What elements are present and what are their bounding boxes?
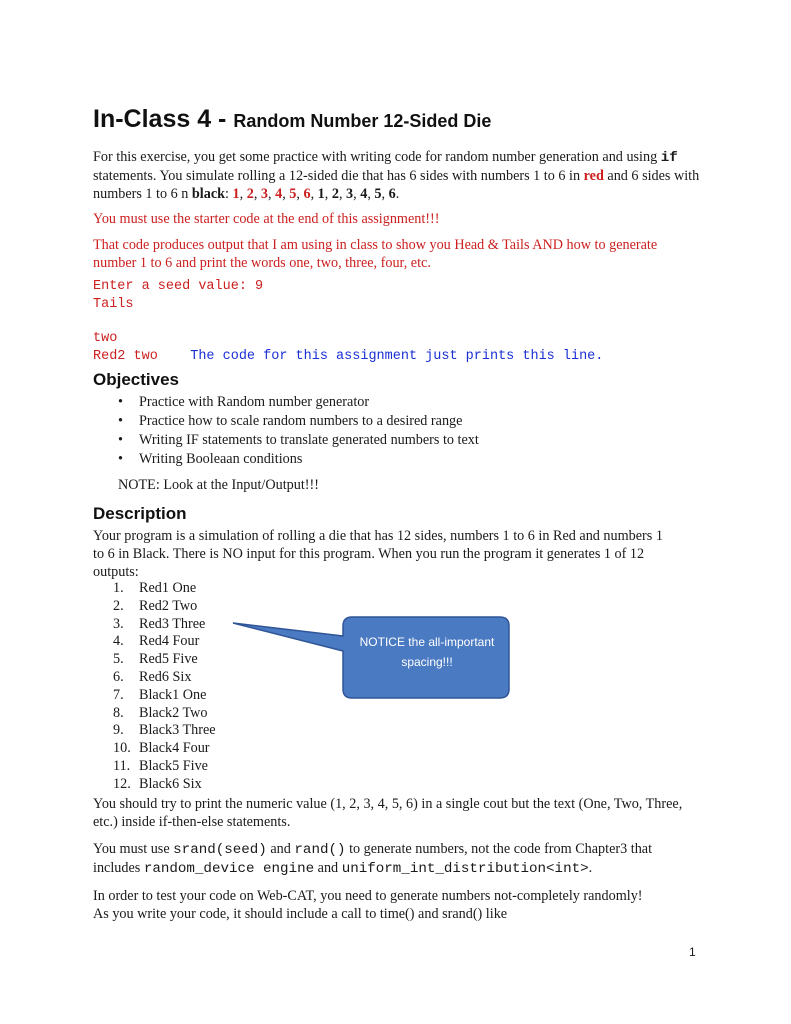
print-instruction: You should try to print the numeric value (1, 2, 3, 4, 5, 6) in a single cout but the text (One, Two, Three, etc.) inside if-then-else statements. xyxy=(93,796,683,830)
black-number: 4 xyxy=(360,186,368,202)
red-number: 2 xyxy=(246,186,254,202)
list-item: 11. Black5 Five xyxy=(113,757,208,774)
black-number: 5 xyxy=(374,186,382,202)
black-word: black xyxy=(191,186,226,202)
list-item: 6. Red6 Six xyxy=(113,668,192,685)
sample-line-result: Red2 two The code for this assignment just prints this line. xyxy=(93,349,604,364)
list-item: 1. Red1 One xyxy=(113,580,197,596)
list-item: 12. Black6 Six xyxy=(113,775,202,792)
red-number: 6 xyxy=(303,186,311,202)
webcat-instruction: In order to test your code on Web-CAT, you need to generate numbers not-completely randomly! As you write your code, it should include a call to time() and srand() like xyxy=(93,888,643,922)
black-number: 3 xyxy=(346,186,354,202)
red-word: red xyxy=(583,168,604,184)
list-item: 7. Black1 One xyxy=(113,686,207,703)
description-heading: Description xyxy=(93,504,187,523)
black-number: 6 xyxy=(388,186,396,202)
objectives-note: NOTE: Look at the Input/Output!!! xyxy=(118,477,319,493)
srand-instruction: You must use srand(seed) and rand() to generate numbers, not the code from Chapter3 that includes random_device engine and uniform_int_distribution<int>. xyxy=(93,841,653,877)
inline-code-random-device: random_device engine xyxy=(143,861,315,877)
sample-line-two: two xyxy=(93,331,118,346)
intro-paragraph: For this exercise, you get some practice with writing code for random number generation and using if statements. You simulate rolling a 12-sided die that has 6 sides with numbers 1 to 6 in red and 6 sides with numbers 1 to 6 n black: 1, 2, 3, 4, 5, 6, 1, 2, 3, 4, 5, 6. xyxy=(93,149,700,202)
intro-colon: : xyxy=(225,186,233,202)
sample-line-tails: Tails xyxy=(93,297,134,312)
list-item: • Practice with Random number generator xyxy=(118,393,479,412)
starter-code-warning: You must use the starter code at the end of this assignment!!! xyxy=(93,211,440,227)
inline-code-if: if xyxy=(660,150,678,166)
inline-code-uniform-int: uniform_int_distribution<int> xyxy=(341,861,589,877)
title-main: In-Class 4 - xyxy=(93,105,234,133)
intro-text-a: For this exercise, you get some practice with writing code for random number generation and using xyxy=(93,149,661,165)
list-item: 9. Black3 Three xyxy=(113,722,216,739)
red-number: 4 xyxy=(275,186,283,202)
inline-code-srand: srand(seed) xyxy=(173,842,267,858)
title-sub: Random Number 12-Sided Die xyxy=(233,111,492,131)
list-item: 10. Black4 Four xyxy=(113,740,210,757)
sample-line-seed: Enter a seed value: 9 xyxy=(93,279,264,294)
callout-text: NOTICE the all-important spacing!!! xyxy=(359,635,495,669)
black-number: 2 xyxy=(331,186,339,202)
red-number: 1 xyxy=(232,186,240,202)
list-item: 5. Red5 Five xyxy=(113,651,198,668)
description-paragraph: Your program is a simulation of rolling a die that has 12 sides, numbers 1 to 6 in Red and numbers 1 to 6 in Black. There is NO input for this program. When you run the program it generates 1 of 12 outputs: xyxy=(93,528,663,580)
intro-text-b: statements. You simulate rolling a 12-sided die that has 6 sides with numbers 1 to 6 in xyxy=(93,168,584,184)
red-number: 3 xyxy=(260,186,269,202)
list-item: • Practice how to scale random numbers to a desired range xyxy=(118,412,479,431)
list-item: 3. Red3 Three xyxy=(113,615,206,632)
list-item: 8. Black2 Two xyxy=(113,704,208,721)
list-item: 2. Red2 Two xyxy=(113,597,198,614)
list-item: • Writing Booleaan conditions xyxy=(118,450,479,469)
list-item: • Writing IF statements to translate generated numbers to text xyxy=(118,431,479,450)
objectives-heading: Objectives xyxy=(93,370,179,389)
output-explanation: That code produces output that I am using in class to show you Head & Tails AND how to generate number 1 to 6 and print the words one, two, three, four, etc. xyxy=(93,237,658,271)
list-item: 4. Red4 Four xyxy=(113,633,200,650)
red-number: 5 xyxy=(289,186,297,202)
inline-code-rand: rand() xyxy=(294,842,346,858)
black-number: 1 xyxy=(317,186,325,202)
intro-text-c: and 6 sides with numbers 1 to 6 n xyxy=(93,168,700,202)
sample-line-note: The code for this assignment just prints this line. xyxy=(190,349,604,364)
page-number: 1 xyxy=(689,945,696,959)
